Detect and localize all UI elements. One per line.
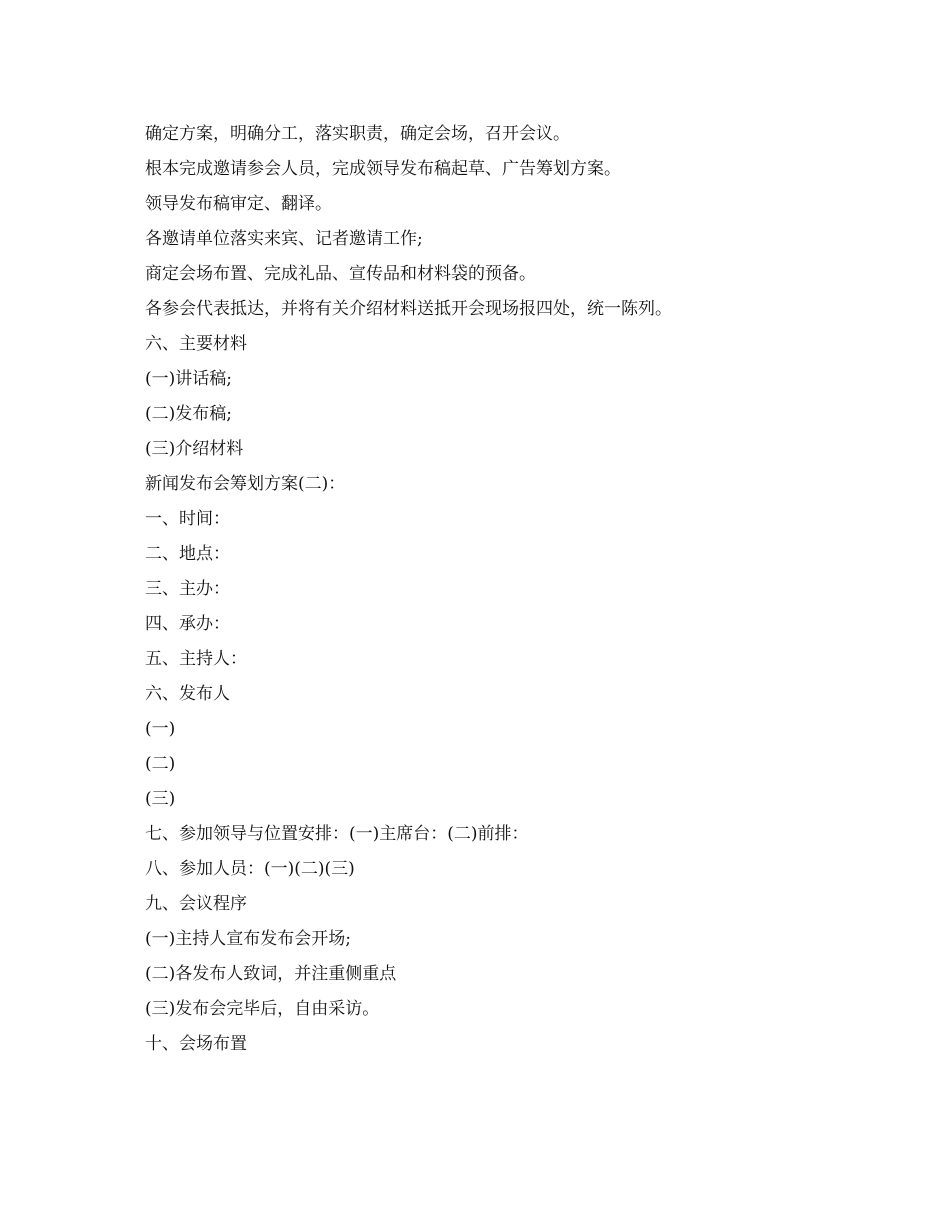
list-item: (二)发布稿; <box>145 404 232 424</box>
text-line: 确定方案，明确分工，落实职责，确定会场，召开会议。 <box>145 124 570 144</box>
section-heading: 一、时间： <box>145 509 230 529</box>
list-item: (一)主持人宣布发布会开场; <box>145 929 351 949</box>
section-heading: 九、会议程序 <box>145 894 247 914</box>
text-line: 根本完成邀请参会人员，完成领导发布稿起草、广告筹划方案。 <box>145 159 621 179</box>
section-heading: 六、发布人 <box>145 684 230 704</box>
section-heading: 八、参加人员：(一)(二)(三) <box>145 859 355 879</box>
list-item: (一) <box>145 719 176 739</box>
section-heading: 五、主持人： <box>145 649 247 669</box>
document-subtitle: 新闻发布会筹划方案(二)： <box>145 474 346 494</box>
section-heading: 四、承办： <box>145 614 230 634</box>
document-body <box>145 117 845 1062</box>
section-heading: 十、会场布置 <box>145 1034 247 1054</box>
list-item: (三) <box>145 789 176 809</box>
list-item: (一)讲话稿; <box>145 369 232 389</box>
section-heading: 七、参加领导与位置安排：(一)主席台：(二)前排： <box>145 824 529 844</box>
section-heading: 六、主要材料 <box>145 334 247 354</box>
text-line: 领导发布稿审定、翻译。 <box>145 194 332 214</box>
text-line: 商定会场布置、完成礼品、宣传品和材料袋的预备。 <box>145 264 536 284</box>
text-line: 各邀请单位落实来宾、记者邀请工作; <box>145 229 423 249</box>
text-line: 各参会代表抵达，并将有关介绍材料送抵开会现场报四处，统一陈列。 <box>145 299 672 319</box>
list-item: (三)介绍材料 <box>145 439 244 459</box>
section-heading: 二、地点： <box>145 544 230 564</box>
list-item: (二)各发布人致词，并注重侧重点 <box>145 964 397 984</box>
section-heading: 三、主办： <box>145 579 230 599</box>
list-item: (三)发布会完毕后，自由采访。 <box>145 999 380 1019</box>
list-item: (二) <box>145 754 176 774</box>
